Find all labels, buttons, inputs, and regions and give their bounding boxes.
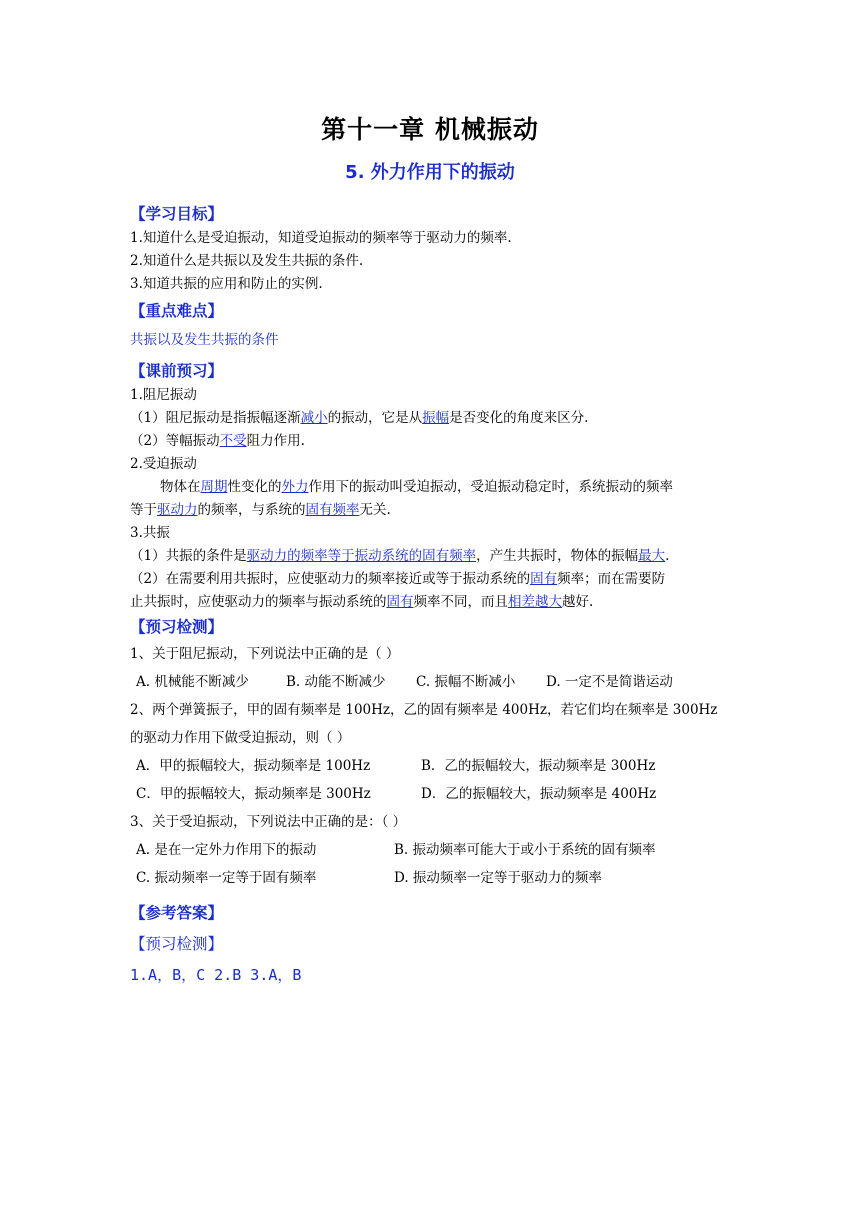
option-b: B．乙的振幅较大，振动频率是 300Hz bbox=[421, 758, 656, 774]
damped-title: 1.阻尼振动 bbox=[130, 387, 197, 403]
option-c: C. 振动频率一定等于固有频率 bbox=[136, 870, 317, 886]
goals-heading: 【学习目标】 bbox=[130, 205, 224, 223]
option-c: C. 振幅不断减小 bbox=[416, 674, 516, 690]
question-2-options-row-2 bbox=[130, 780, 750, 808]
preview-section bbox=[130, 358, 750, 614]
question-1: 1、关于阻尼振动，下列说法中正确的是（ ） bbox=[130, 646, 400, 662]
option-c: C．甲的振幅较大，振动频率是 300Hz bbox=[136, 786, 371, 802]
question-3-options-row-2 bbox=[130, 864, 750, 892]
question-2-options-row-1 bbox=[130, 752, 750, 780]
option-b: B. 动能不断减少 bbox=[286, 674, 386, 690]
answers-section bbox=[130, 898, 750, 991]
damped-line-1: （1）阻尼振动是指振幅逐渐减小的振动，它是从振幅是否变化的角度来区分. bbox=[130, 410, 589, 426]
key-heading: 【重点难点】 bbox=[130, 302, 224, 320]
option-b: B. 振动频率可能大于或小于系统的固有频率 bbox=[394, 842, 656, 858]
key-text: 共振以及发生共振的条件 bbox=[130, 332, 279, 348]
test-section bbox=[130, 614, 750, 892]
resonance-line-3: 止共振时，应使驱动力的频率与振动系统的固有频率不同，而且相差越大越好. bbox=[130, 594, 594, 610]
resonance-title: 3.共振 bbox=[130, 525, 170, 541]
question-2-line-2: 的驱动力作用下做受迫振动，则（ ） bbox=[130, 730, 351, 746]
section-title: 5. 外力作用下的振动 bbox=[345, 162, 515, 183]
option-a: A. 是在一定外力作用下的振动 bbox=[136, 842, 317, 858]
forced-line-2: 等于驱动力的频率，与系统的固有频率无关. bbox=[130, 502, 391, 518]
goals-section bbox=[130, 201, 750, 296]
answers-text: 1.A，B，C 2.B 3.A，B bbox=[130, 966, 302, 984]
goal-item: 1.知道什么是受迫振动，知道受迫振动的频率等于驱动力的频率. bbox=[130, 230, 512, 246]
chapter-title: 第十一章 机械振动 bbox=[321, 115, 539, 144]
damped-line-2: （2）等幅振动不受阻力作用. bbox=[130, 433, 305, 449]
test-heading: 【预习检测】 bbox=[130, 618, 224, 636]
answers-subheading: 【预习检测】 bbox=[130, 935, 224, 953]
option-d: D. 振动频率一定等于驱动力的频率 bbox=[394, 870, 602, 886]
question-2-line-1: 2、两个弹簧振子，甲的固有频率是 100Hz，乙的固有频率是 400Hz，若它们均在频率是 300Hz bbox=[130, 702, 718, 718]
resonance-line-1: （1）共振的条件是驱动力的频率等于振动系统的固有频率，产生共振时，物体的振幅最大. bbox=[130, 548, 670, 564]
question-3-options-row-1 bbox=[130, 836, 750, 864]
key-section bbox=[130, 298, 750, 352]
preview-heading: 【课前预习】 bbox=[130, 362, 224, 380]
answers-heading: 【参考答案】 bbox=[130, 904, 224, 922]
forced-line-1: 物体在周期性变化的外力作用下的振动叫受迫振动，受迫振动稳定时，系统振动的频率 bbox=[160, 479, 673, 495]
resonance-line-2: （2）在需要利用共振时，应使驱动力的频率接近或等于振动系统的固有频率；而在需要防 bbox=[130, 571, 666, 587]
forced-title: 2.受迫振动 bbox=[130, 456, 197, 472]
question-3: 3、关于受迫振动，下列说法中正确的是：（ ） bbox=[130, 814, 407, 830]
option-d: D．乙的振幅较大，振动频率是 400Hz bbox=[421, 786, 657, 802]
question-1-options bbox=[130, 668, 750, 696]
goal-item: 3.知道共振的应用和防止的实例. bbox=[130, 276, 323, 292]
option-d: D. 一定不是简谐运动 bbox=[546, 674, 673, 690]
option-a: A. 机械能不断减少 bbox=[136, 674, 249, 690]
goal-item: 2.知道什么是共振以及发生共振的条件. bbox=[130, 253, 364, 269]
option-a: A．甲的振幅较大，振动频率是 100Hz bbox=[136, 758, 371, 774]
